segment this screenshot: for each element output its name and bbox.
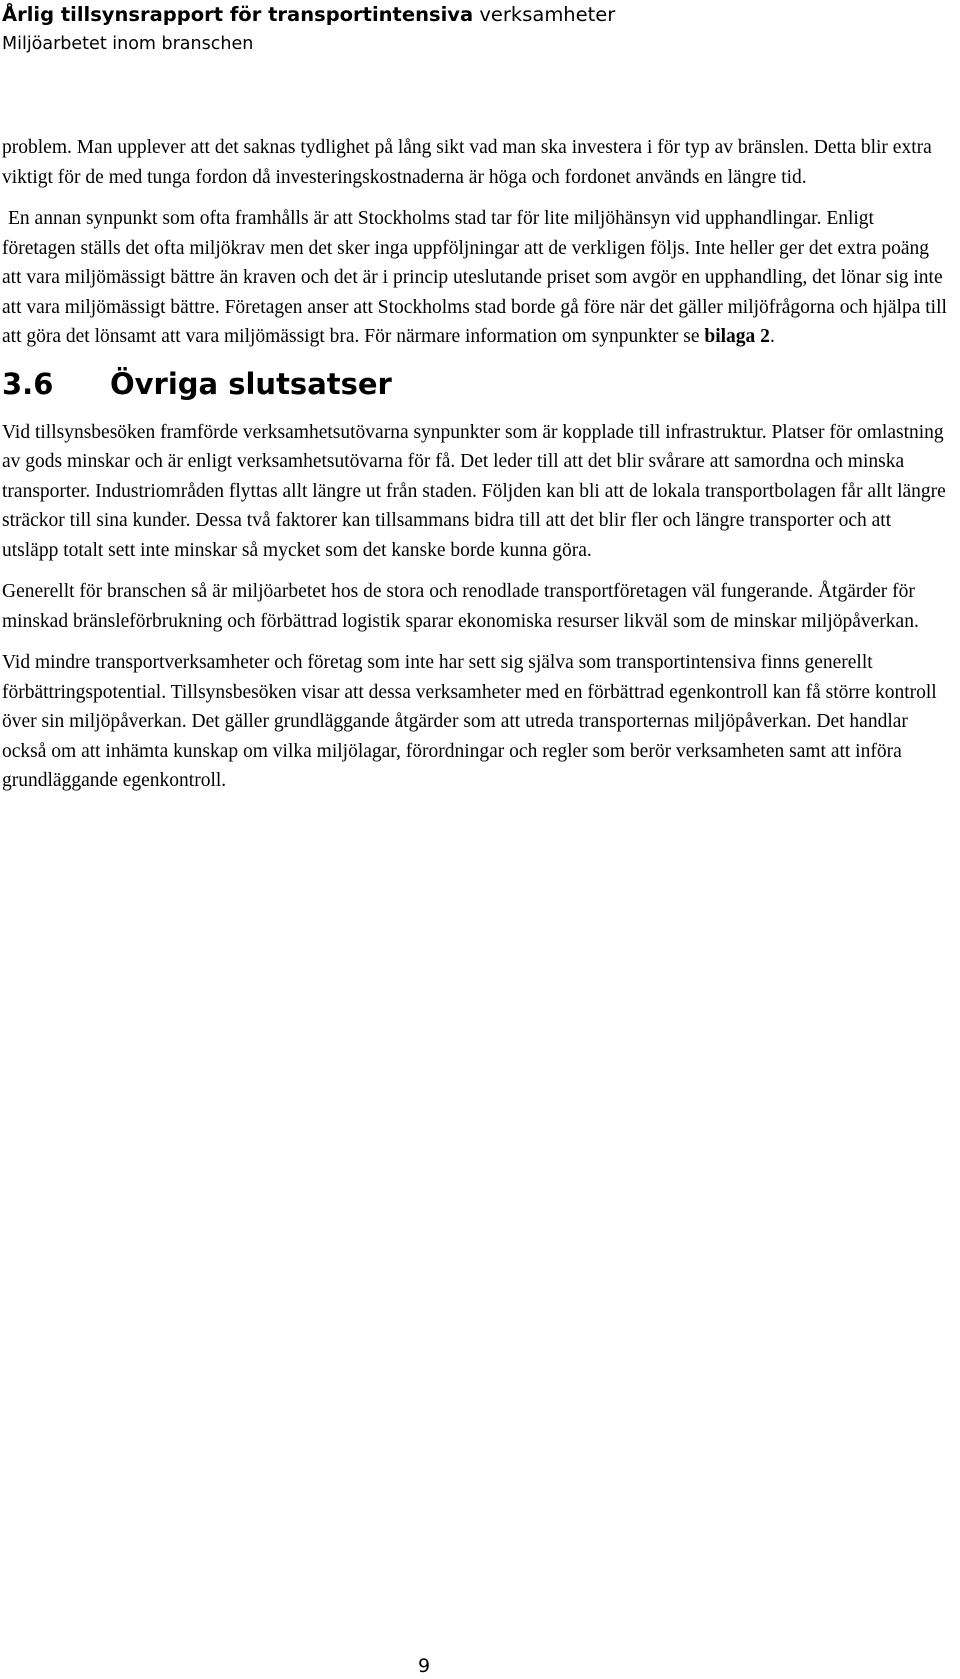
section-number: 3.6: [2, 366, 54, 401]
appendix-reference: bilaga 2: [704, 326, 770, 347]
body-paragraph-1: problem. Man upplever att det saknas tydlighet på lång sikt vad man ska investera i för typ av bränslen. Detta blir extra viktigt för de med tunga fordon då investeringskostnaderna är höga och fordonet används en längre tid.: [2, 137, 932, 188]
report-title-light: verksamheter: [479, 3, 616, 26]
body-paragraph-2-text: En annan synpunkt som ofta framhålls är att Stockholms stad tar för lite miljöhänsyn vid upphandlingar. Enligt företagen ställs det ofta miljökrav men det sker inga uppföljningar att de verkligen följs. Inte heller ger det extra poäng att vara miljömässigt bättre än kraven och det är i princip uteslutande priset som avgör en upphandling, det lönar sig inte att vara miljömässigt bättre. Företagen anser att Stockholms stad borde gå före när det gäller miljöfrågorna och hjälpa till att göra det lönsamt att vara miljömässigt bra. För närmare information om synpunkter se: [2, 208, 947, 347]
section-paragraph-1: Vid tillsynsbesöken framförde verksamhetsutövarna synpunkter som är kopplade till infrastruktur. Platser för omlastning av gods minskar och är enligt verksamhetsutövarna för få. Det leder till att det blir svårare att samordna och minska transporter. Industriområden flyttas allt längre ut från staden. Följden kan bli att de lokala transportbolagen får allt längre sträckor till sina kunder. Dessa två faktorer kan tillsammans bidra till att det blir fler och längre transporter och att utsläpp totalt sett inte minskar så mycket som det kanske borde kunna göra.: [2, 421, 946, 561]
section-paragraph-3: Vid mindre transportverksamheter och företag som inte har sett sig själva som transportintensiva finns generellt förbättringspotential. Tillsynsbesöken visar att dessa verksamheter med en förbättrad egenkontroll kan få större kontroll över sin miljöpåverkan. Det gäller grundläggande åtgärder som att utreda transporternas miljöpåverkan. Det handlar också om att inhämta kunskap om vilka miljölagar, förordningar och regler som berör verksamheten samt att införa grundläggande egenkontroll.: [2, 652, 937, 791]
report-title-bold: Årlig tillsynsrapport för transportintensiva: [2, 3, 474, 26]
chapter-subtitle: Miljöarbetet inom branschen: [2, 34, 254, 54]
document-body: [2, 133, 950, 808]
body-paragraph-2-end: .: [769, 326, 775, 347]
page-number: 9: [417, 1655, 431, 1677]
body-paragraph-2: [2, 204, 950, 352]
report-title: [2, 2, 615, 28]
section-title: Övriga slutsatser: [110, 366, 392, 401]
section-heading: [2, 366, 950, 402]
section-paragraph-2: Generellt för branschen så är miljöarbetet hos de stora och renodlade transportföretagen väl fungerande. Åtgärder för minskad bränsleförbrukning och förbättrad logistik sparar ekonomiska resurser likväl som de minskar miljöpåverkan.: [2, 581, 919, 632]
